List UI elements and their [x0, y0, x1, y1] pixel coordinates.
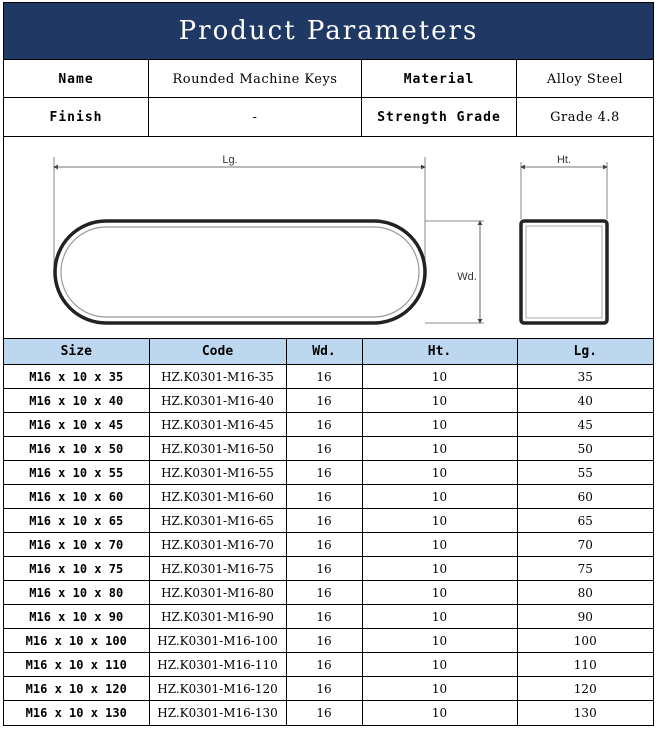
length-cell: 55: [517, 461, 653, 485]
table-row: [4, 509, 653, 533]
height-cell: 10: [362, 677, 517, 701]
key-side-view-inner: [526, 226, 602, 318]
size-cell: M16 x 10 x 80: [4, 581, 149, 605]
length-cell: 35: [517, 365, 653, 389]
table-row: [4, 677, 653, 701]
height-cell: 10: [362, 653, 517, 677]
height-cell: 10: [362, 557, 517, 581]
length-cell: 65: [517, 509, 653, 533]
page-title: Product Parameters: [4, 3, 653, 59]
parameter-table-wrap: [4, 338, 653, 725]
length-cell: 110: [517, 653, 653, 677]
width-cell: 16: [286, 557, 362, 581]
table-row: [4, 413, 653, 437]
size-cell: M16 x 10 x 65: [4, 509, 149, 533]
length-label: Lg.: [222, 154, 238, 166]
table-row: [4, 557, 653, 581]
width-cell: 16: [286, 389, 362, 413]
code-cell: HZ.K0301-M16-65: [149, 509, 286, 533]
length-cell: 45: [517, 413, 653, 437]
technical-drawing: [4, 136, 653, 338]
width-cell: 16: [286, 581, 362, 605]
height-cell: 10: [362, 581, 517, 605]
code-header: Code: [149, 339, 286, 365]
spec-row-finish: [4, 97, 653, 135]
size-cell: M16 x 10 x 50: [4, 437, 149, 461]
length-cell: 50: [517, 437, 653, 461]
table-row: [4, 581, 653, 605]
table-row: [4, 365, 653, 389]
code-cell: HZ.K0301-M16-90: [149, 605, 286, 629]
table-row: [4, 533, 653, 557]
height-cell: 10: [362, 389, 517, 413]
width-cell: 16: [286, 437, 362, 461]
code-cell: HZ.K0301-M16-40: [149, 389, 286, 413]
code-cell: HZ.K0301-M16-50: [149, 437, 286, 461]
length-cell: 90: [517, 605, 653, 629]
length-cell: 100: [517, 629, 653, 653]
code-cell: HZ.K0301-M16-35: [149, 365, 286, 389]
width-cell: 16: [286, 533, 362, 557]
height-cell: 10: [362, 629, 517, 653]
height-cell: 10: [362, 485, 517, 509]
table-row: [4, 389, 653, 413]
name-value: Rounded Machine Keys: [149, 60, 362, 98]
name-label: Name: [4, 60, 149, 98]
width-cell: 16: [286, 485, 362, 509]
height-header: Ht.: [362, 339, 517, 365]
code-cell: HZ.K0301-M16-70: [149, 533, 286, 557]
length-header: Lg.: [517, 339, 653, 365]
product-sheet: [3, 2, 654, 726]
height-cell: 10: [362, 701, 517, 725]
strength-grade-label: Strength Grade: [362, 98, 517, 136]
width-cell: 16: [286, 629, 362, 653]
material-label: Material: [362, 60, 517, 98]
width-cell: 16: [286, 605, 362, 629]
table-body: [4, 365, 653, 725]
height-label: Ht.: [556, 154, 572, 166]
table-header-row: [4, 339, 653, 365]
width-header: Wd.: [286, 339, 362, 365]
key-side-view: [521, 221, 607, 323]
height-cell: 10: [362, 605, 517, 629]
height-cell: 10: [362, 461, 517, 485]
width-cell: 16: [286, 677, 362, 701]
size-cell: M16 x 10 x 60: [4, 485, 149, 509]
size-cell: M16 x 10 x 90: [4, 605, 149, 629]
code-cell: HZ.K0301-M16-80: [149, 581, 286, 605]
code-cell: HZ.K0301-M16-130: [149, 701, 286, 725]
size-cell: M16 x 10 x 130: [4, 701, 149, 725]
width-cell: 16: [286, 509, 362, 533]
size-cell: M16 x 10 x 40: [4, 389, 149, 413]
height-cell: 10: [362, 509, 517, 533]
size-cell: M16 x 10 x 110: [4, 653, 149, 677]
code-cell: HZ.K0301-M16-120: [149, 677, 286, 701]
code-cell: HZ.K0301-M16-100: [149, 629, 286, 653]
size-cell: M16 x 10 x 45: [4, 413, 149, 437]
table-row: [4, 629, 653, 653]
code-cell: HZ.K0301-M16-75: [149, 557, 286, 581]
length-cell: 120: [517, 677, 653, 701]
code-cell: HZ.K0301-M16-60: [149, 485, 286, 509]
length-cell: 80: [517, 581, 653, 605]
length-cell: 60: [517, 485, 653, 509]
width-label: Wd.: [457, 271, 477, 283]
rounded-key-inner-edge: [61, 227, 419, 317]
size-cell: M16 x 10 x 55: [4, 461, 149, 485]
table-row: [4, 485, 653, 509]
size-cell: M16 x 10 x 100: [4, 629, 149, 653]
material-value: Alloy Steel: [546, 71, 624, 87]
table-row: [4, 605, 653, 629]
parameter-table: [4, 338, 653, 725]
width-cell: 16: [286, 461, 362, 485]
table-row: [4, 701, 653, 725]
rounded-key-outline: [55, 221, 425, 323]
width-cell: 16: [286, 701, 362, 725]
height-cell: 10: [362, 533, 517, 557]
size-cell: M16 x 10 x 35: [4, 365, 149, 389]
finish-value: -: [149, 98, 362, 136]
size-cell: M16 x 10 x 70: [4, 533, 149, 557]
width-cell: 16: [286, 653, 362, 677]
table-row: [4, 461, 653, 485]
size-cell: M16 x 10 x 120: [4, 677, 149, 701]
table-row: [4, 437, 653, 461]
table-row: [4, 653, 653, 677]
size-cell: M16 x 10 x 75: [4, 557, 149, 581]
length-cell: 40: [517, 389, 653, 413]
length-cell: 70: [517, 533, 653, 557]
spec-row-name: [4, 59, 653, 97]
code-cell: HZ.K0301-M16-55: [149, 461, 286, 485]
length-cell: 75: [517, 557, 653, 581]
height-cell: 10: [362, 437, 517, 461]
height-cell: 10: [362, 365, 517, 389]
width-cell: 16: [286, 413, 362, 437]
size-header: Size: [4, 339, 149, 365]
code-cell: HZ.K0301-M16-110: [149, 653, 286, 677]
width-cell: 16: [286, 365, 362, 389]
finish-label: Finish: [4, 98, 149, 136]
key-drawing-svg: [4, 137, 653, 339]
strength-grade-value: Grade 4.8: [550, 109, 620, 125]
height-cell: 10: [362, 413, 517, 437]
length-cell: 130: [517, 701, 653, 725]
code-cell: HZ.K0301-M16-45: [149, 413, 286, 437]
